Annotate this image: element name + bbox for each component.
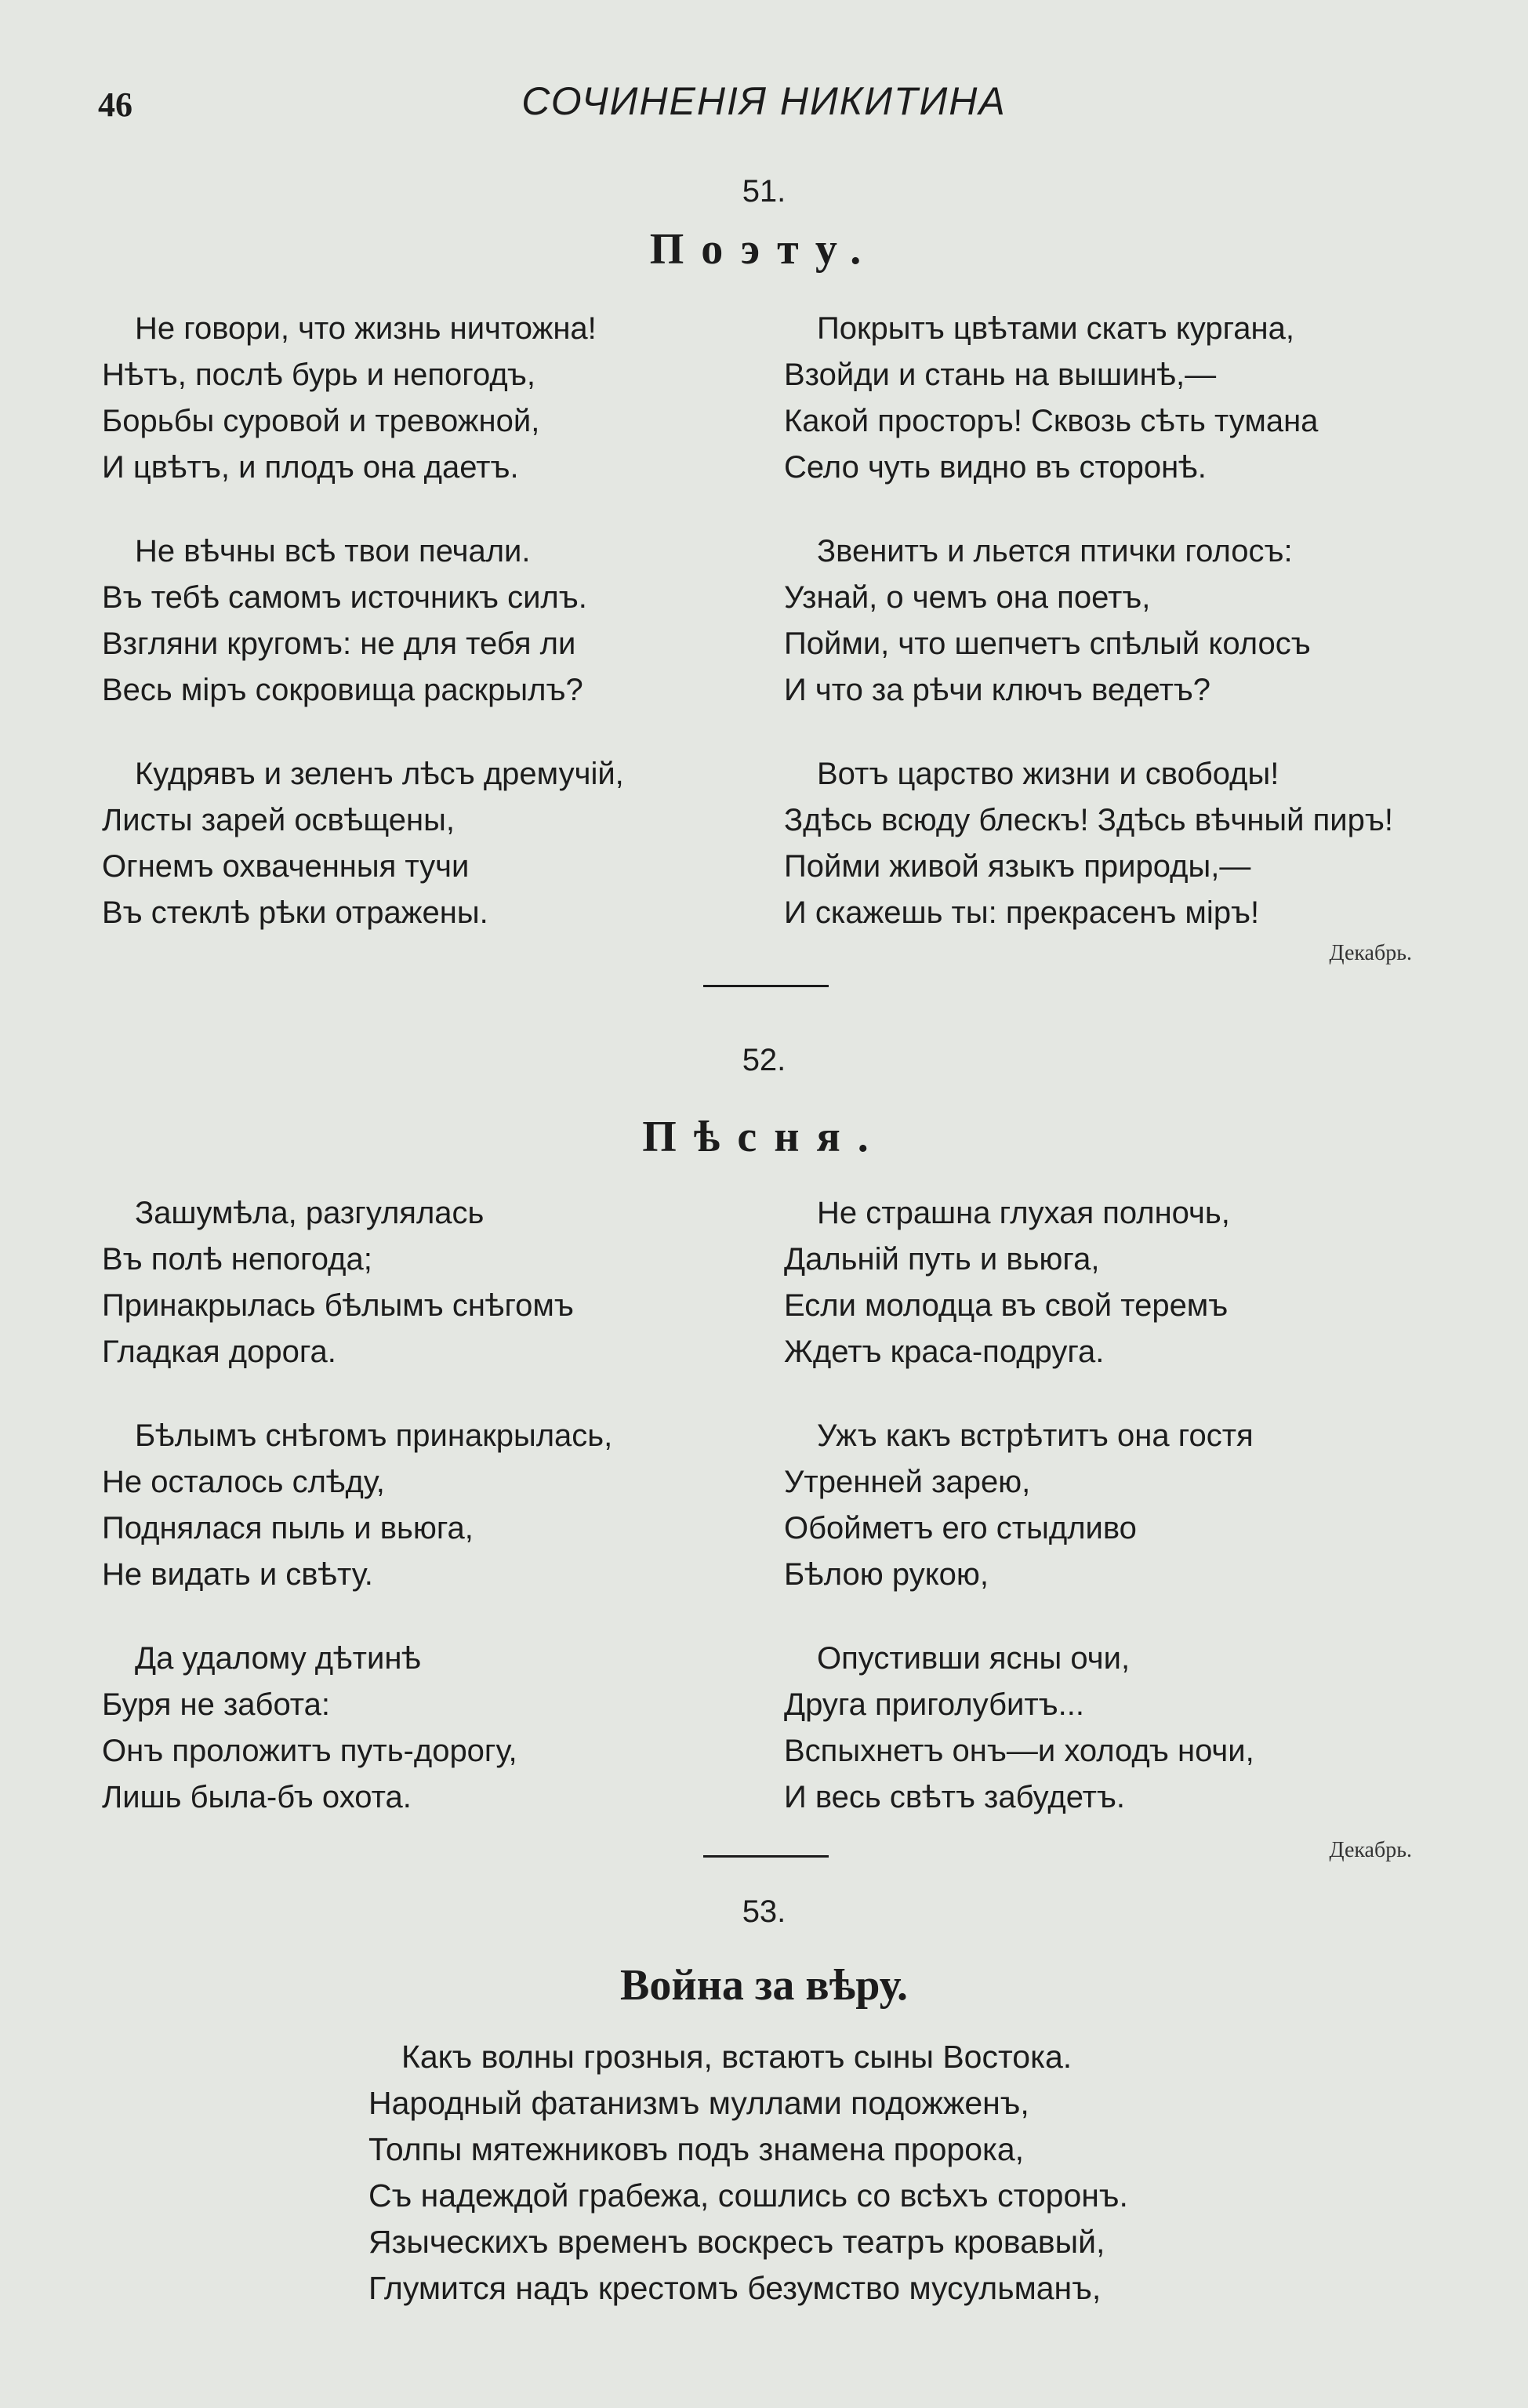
verse-line: Народный фатанизмъ муллами подожженъ, — [368, 2085, 1029, 2121]
verse-line: Весь міръ сокровища раскрылъ? — [102, 673, 583, 707]
stanza — [102, 1413, 612, 1598]
verse-line: Листы зарей освѣщены, — [102, 803, 455, 837]
poem-number: 53. — [742, 1894, 786, 1929]
verse-line: Село чуть видно въ сторонѣ. — [784, 450, 1207, 485]
poem-right-column — [784, 1190, 1254, 1858]
verse-line: Языческихъ временъ воскресъ театръ кровавый, — [368, 2224, 1105, 2260]
verse-line: Ужъ какъ встрѣтитъ она гостя — [817, 1418, 1254, 1453]
verse-line: И что за рѣчи ключъ ведетъ? — [784, 673, 1211, 707]
stanza — [102, 306, 624, 491]
verse-line: Огнемъ охваченныя тучи — [102, 849, 470, 884]
verse-line: И весь свѣтъ забудетъ. — [784, 1780, 1126, 1814]
poem-date: Декабрь. — [1329, 941, 1412, 965]
stanza — [784, 751, 1393, 936]
verse-line: Бѣлою рукою, — [784, 1557, 989, 1592]
poem-left-column — [102, 1190, 612, 1858]
verse-line: Поднялася пыль и вьюга, — [102, 1511, 474, 1545]
verse-line: Принакрылась бѣлымъ снѣгомъ — [102, 1288, 574, 1323]
verse-line: Кудрявъ и зеленъ лѣсъ дремучій, — [135, 757, 624, 791]
verse-line: Покрытъ цвѣтами скатъ кургана, — [817, 311, 1295, 346]
verse-line: Не страшна глухая полночь, — [817, 1196, 1230, 1230]
verse-line: Утренней зарею, — [784, 1465, 1031, 1499]
poem-left-column — [102, 306, 624, 974]
verse-line: И цвѣтъ, и плодъ она даетъ. — [102, 450, 519, 485]
poem-body — [368, 2034, 1128, 2312]
poem-number: 51. — [742, 174, 786, 209]
verse-line: Обойметъ его стыдливо — [784, 1511, 1137, 1545]
poem-title: Война за вѣру. — [619, 1961, 909, 2010]
verse-line: Какой просторъ! Сквозь сѣть тумана — [784, 404, 1319, 438]
verse-line: Съ надеждой грабежа, сошлись со всѣхъ сторонъ. — [368, 2177, 1128, 2214]
verse-line: Не видать и свѣту. — [102, 1557, 373, 1592]
verse-line: Какъ волны грозныя, встаютъ сыны Востока. — [401, 2039, 1073, 2075]
verse-line: Нѣтъ, послѣ бурь и непогодъ, — [102, 358, 535, 392]
poem-right-column — [784, 306, 1393, 974]
verse-line: Въ тебѣ самомъ источникъ силъ. — [102, 580, 587, 615]
stanza — [102, 528, 624, 714]
stanza — [102, 1190, 612, 1375]
poem-date: Декабрь. — [1329, 1838, 1412, 1862]
poem-number: 52. — [742, 1043, 786, 1077]
verse-line: Друга приголубитъ... — [784, 1687, 1084, 1722]
verse-line: Взгляни кругомъ: не для тебя ли — [102, 627, 576, 661]
verse-line: Въ полѣ непогода; — [102, 1242, 372, 1277]
verse-line: Узнай, о чемъ она поетъ, — [784, 580, 1151, 615]
section-divider — [703, 985, 829, 987]
verse-line: Пойми живой языкъ природы,— — [784, 849, 1251, 884]
verse-line: Пойми, что шепчетъ спѣлый колосъ — [784, 627, 1311, 661]
running-title: СОЧИНЕНІЯ НИКИТИНА — [521, 79, 1007, 123]
stanza — [784, 528, 1393, 714]
stanza — [784, 306, 1393, 491]
verse-line: Глумится надъ крестомъ безумство мусульманъ, — [368, 2270, 1102, 2306]
verse-line: Да удалому дѣтинѣ — [135, 1641, 421, 1676]
verse-line: Не говори, что жизнь ничтожна! — [135, 311, 597, 346]
verse-line: Борьбы суровой и тревожной, — [102, 404, 540, 438]
verse-line: Не осталось слѣду, — [102, 1465, 385, 1499]
verse-line: Вотъ царство жизни и свободы! — [817, 757, 1279, 791]
verse-line: Взойди и стань на вышинѣ,— — [784, 358, 1217, 392]
verse-line: Бѣлымъ снѣгомъ принакрылась, — [135, 1418, 613, 1453]
page-number: 46 — [98, 85, 132, 124]
verse-line: Онъ проложитъ путь-дорогу, — [102, 1734, 517, 1768]
verse-line: Лишь была-бъ охота. — [102, 1780, 412, 1814]
verse-line: И скажешь ты: прекрасенъ міръ! — [784, 895, 1260, 930]
verse-line: Дальній путь и вьюга, — [784, 1242, 1100, 1277]
section-divider — [703, 1855, 829, 1858]
verse-line: Въ стеклѣ рѣки отражены. — [102, 895, 488, 930]
verse-line: Вспыхнетъ онъ—и холодъ ночи, — [784, 1734, 1254, 1768]
verse-line: Если молодца въ свой теремъ — [784, 1288, 1229, 1323]
poem-title: Пѣсня. — [642, 1113, 886, 1161]
stanza — [102, 751, 624, 936]
verse-line: Буря не забота: — [102, 1687, 331, 1722]
verse-line: Здѣсь всюду блескъ! Здѣсь вѣчный пиръ! — [784, 803, 1393, 837]
verse-line: Звенитъ и льется птички голосъ: — [817, 534, 1293, 568]
verse-line: Гладкая дорога. — [102, 1335, 336, 1369]
stanza — [102, 1636, 612, 1821]
verse-line: Зашумѣла, разгулялась — [135, 1196, 485, 1230]
verse-line: Ждетъ краса-подруга. — [784, 1335, 1105, 1369]
poem-title: Поэту. — [649, 225, 879, 274]
stanza — [784, 1190, 1254, 1375]
stanza — [784, 1413, 1254, 1598]
verse-line: Не вѣчны всѣ твои печали. — [135, 534, 531, 568]
verse-line: Опустивши ясны очи, — [817, 1641, 1131, 1676]
verse-line: Толпы мятежниковъ подъ знамена пророка, — [368, 2131, 1025, 2167]
stanza — [784, 1636, 1254, 1821]
